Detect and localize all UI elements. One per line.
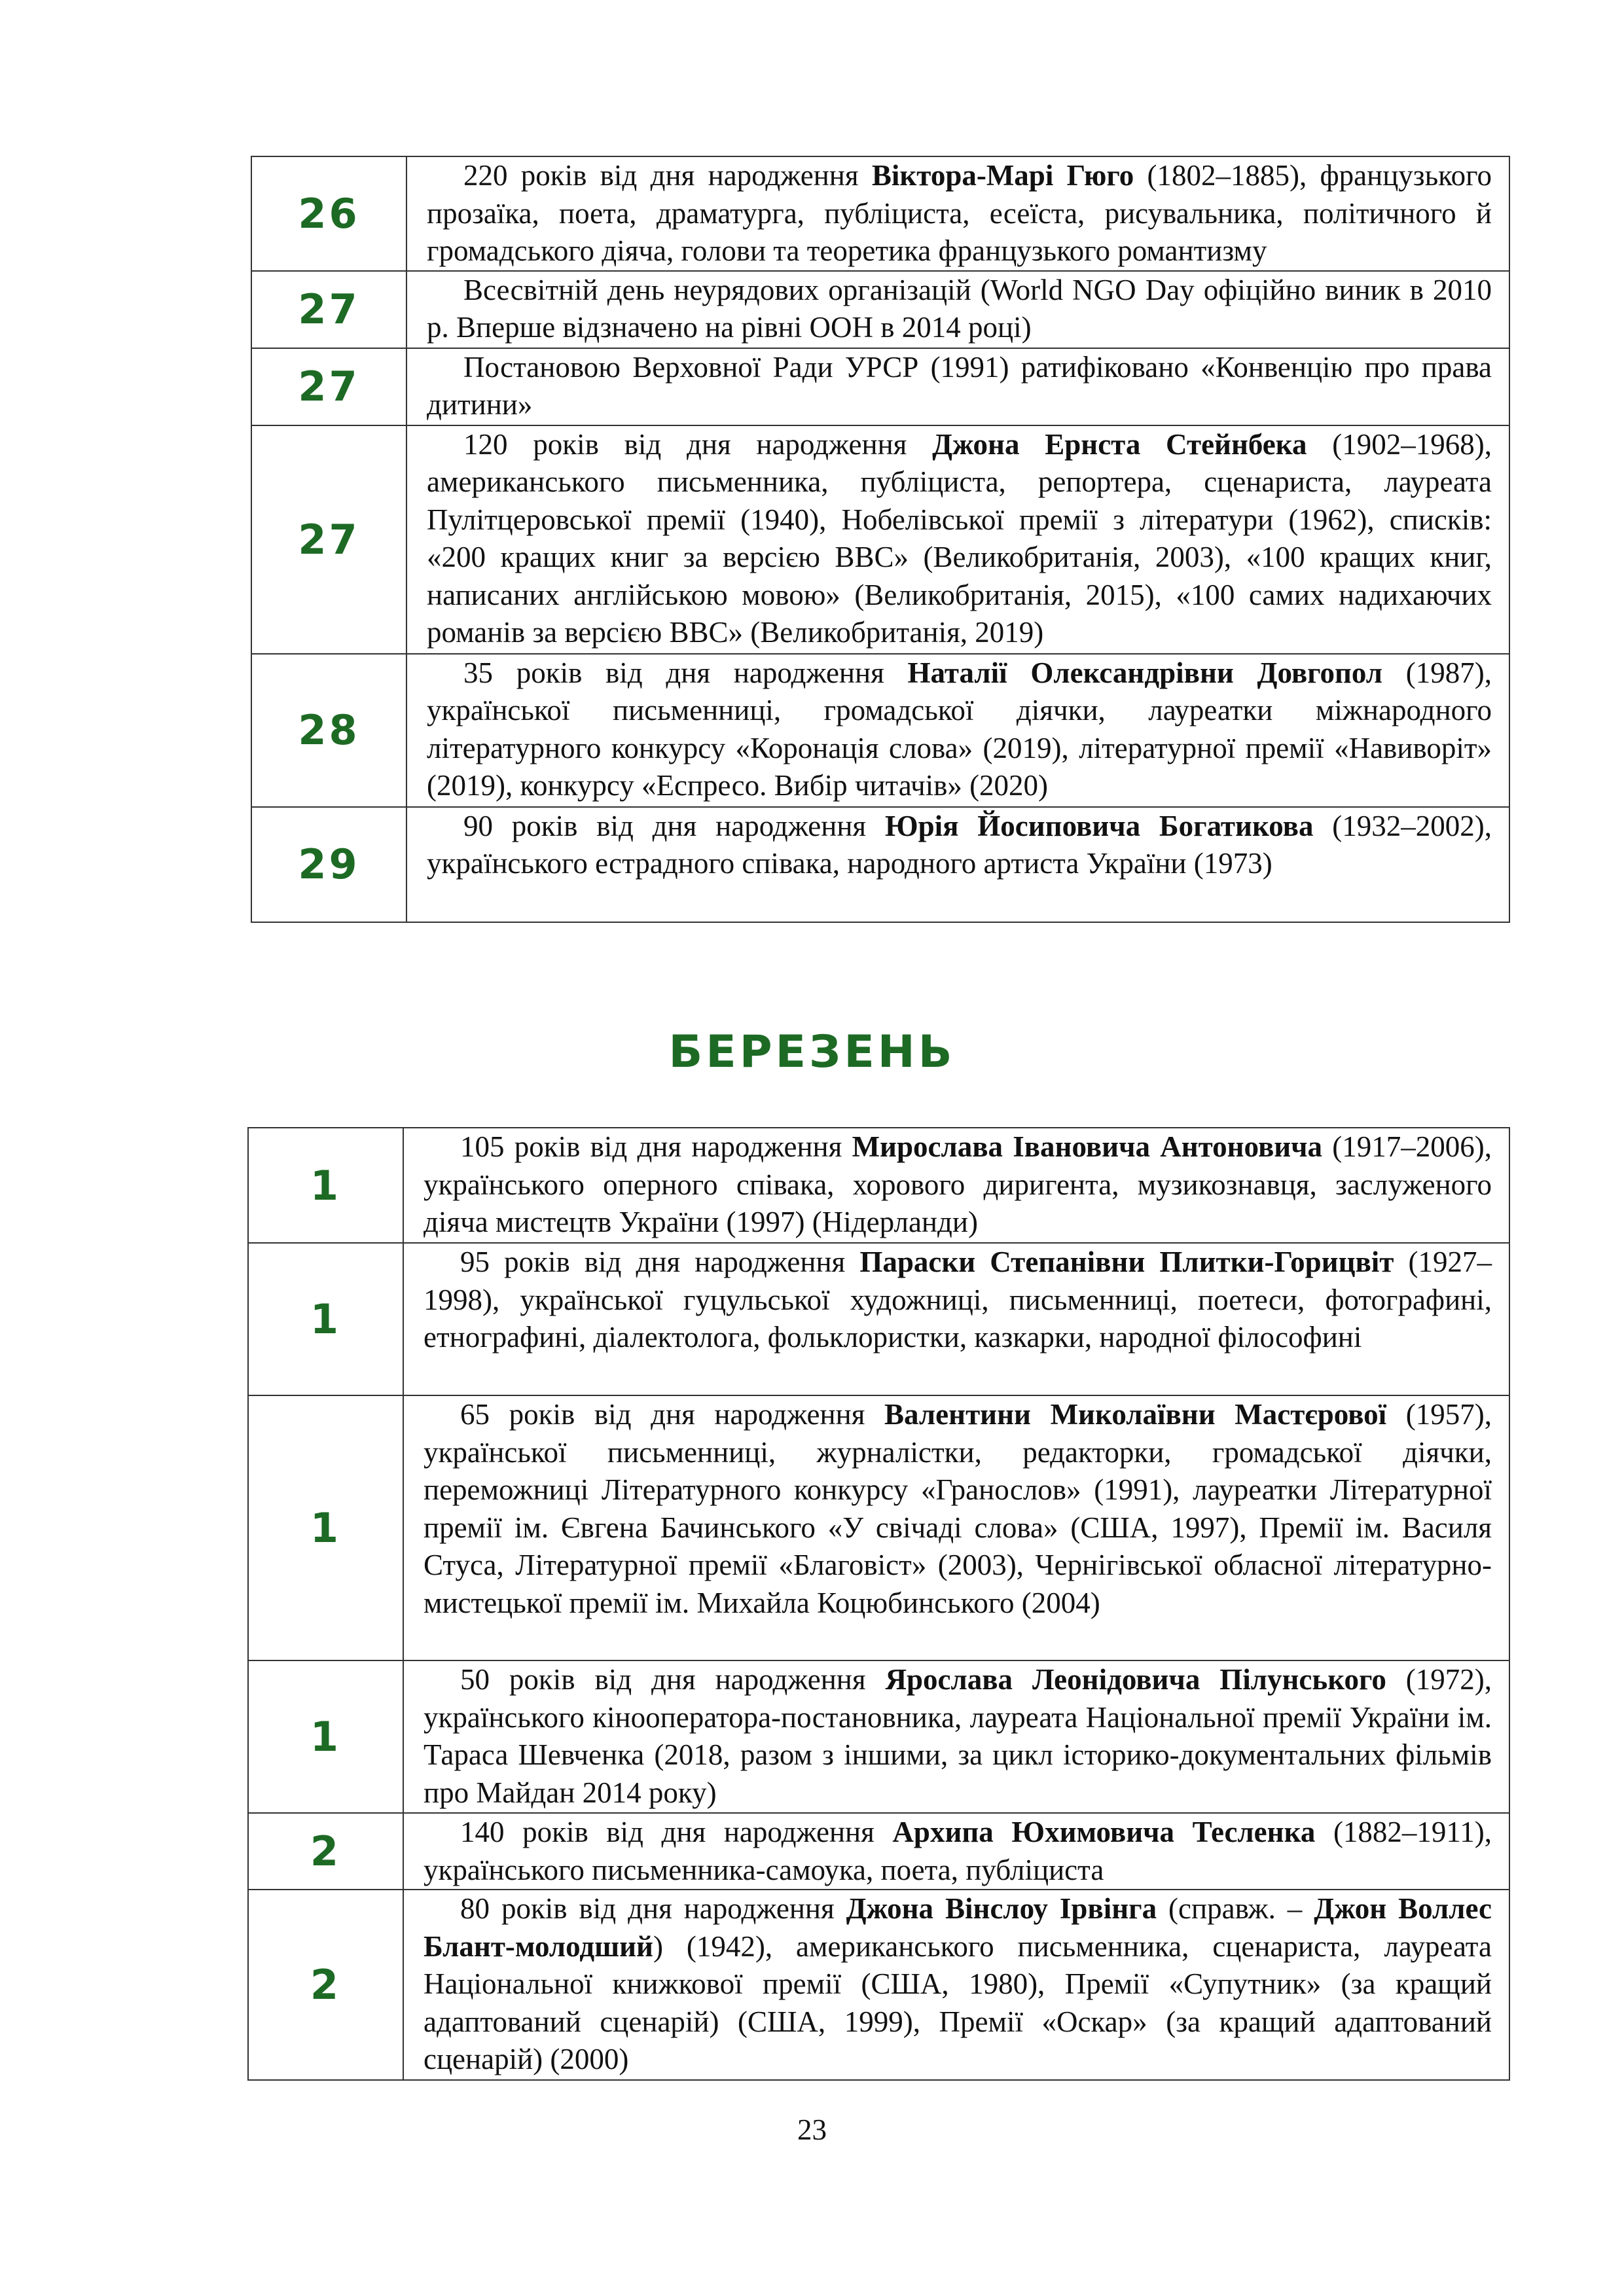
- table-row: [251, 156, 1509, 271]
- person-name: Джона Ернста Стейнбека: [932, 427, 1307, 461]
- day-number: 1: [248, 1395, 403, 1660]
- table-row: [251, 425, 1509, 654]
- event-text: 80 років від дня народження Джона Вінслоу Ірвінга (справж. – Джон Воллес Блант-молодший) (1942), американського письменника, сценариста, лауреата Національної книжкової премії (США, 1980), Премії «Супутник» (за кращий адаптований сценарій) (США, 1999), Премії «Оскар» (за кращий адаптований сценарій) (2000): [403, 1890, 1509, 2080]
- event-text: 120 років від дня народження Джона Ернста Стейнбека (1902–1968), американського письменника, публіциста, репортера, сценариста, лауреата Пулітцеровської премії (1940), Нобелівської премії з літератури (1962), списків: «200 кращих книг за версією ВВС» (Великобританія, 2003), «100 кращих книг, написаних англійською мовою» (Великобританія, 2015), «100 самих надихаючих романів за версією ВВС» (Великобританія, 2019): [406, 425, 1509, 654]
- person-name: Валентини Миколаївни Мастєрової: [884, 1398, 1387, 1431]
- person-name: Архипа Юхимовича Тесленка: [892, 1816, 1316, 1848]
- person-name: Юрія Йосиповича Богатикова: [884, 809, 1314, 842]
- event-text: 220 років від дня народження Віктора-Марі Гюго (1802–1885), французького прозаїка, поета, драматурга, публіциста, есеїста, рисувальника, політичного й громадського діяча, голови та теоретика французького романтизму: [406, 156, 1509, 271]
- day-number: 2: [248, 1813, 403, 1890]
- event-text: 105 років від дня народження Мирослава Івановича Антоновича (1917–2006), українського оперного співака, хорового диригента, музикознавця, заслуженого діяча мистецтв України (1997) (Нідерланди): [403, 1128, 1509, 1243]
- table-row: [248, 1890, 1509, 2080]
- month-heading: БЕРЕЗЕНЬ: [668, 1026, 956, 1078]
- day-number: 27: [251, 348, 406, 425]
- event-text: Всесвітній день неурядових організацій (World NGO Day офіційно виник в 2010 р. Вперше відзначено на рівні ООН в 2014 році): [406, 271, 1509, 348]
- day-number: 1: [248, 1660, 403, 1813]
- person-name: Віктора-Марі Гюго: [871, 159, 1134, 192]
- table-row: [248, 1128, 1509, 1243]
- march-events-table: [247, 1127, 1510, 2081]
- person-name: Мирослава Івановича Антоновича: [852, 1130, 1323, 1163]
- table-row: [251, 807, 1509, 922]
- day-number: 27: [251, 271, 406, 348]
- day-number: 1: [248, 1243, 403, 1395]
- day-number: 29: [251, 807, 406, 922]
- day-number: 27: [251, 425, 406, 654]
- table-row: [248, 1660, 1509, 1813]
- event-text: 50 років від дня народження Ярослава Леонідовича Пілунського (1972), українського кінооператора-постановника, лауреата Національної премії України ім. Тараса Шевченка (2018, разом з іншими, за цикл історико-документальних фільмів про Майдан 2014 року): [403, 1660, 1509, 1813]
- event-text: 95 років від дня народження Параски Степанівни Плитки-Горицвіт (1927–1998), української гуцульської художниці, письменниці, поетеси, фотографині, етнографині, діалектолога, фольклористки, казкарки, народної філософині: [403, 1243, 1509, 1395]
- event-text: 140 років від дня народження Архипа Юхимовича Тесленка (1882–1911), українського письменника-самоука, поета, публіциста: [403, 1813, 1509, 1890]
- page-number: 23: [797, 2113, 827, 2146]
- day-number: 2: [248, 1890, 403, 2080]
- event-text: Постановою Верховної Ради УРСР (1991) ратифіковано «Конвенцію про права дитини»: [406, 348, 1509, 425]
- day-number: 26: [251, 156, 406, 271]
- event-text: 35 років від дня народження Наталії Олександрівни Довгопол (1987), української письменниці, громадської діячки, лауреатки міжнародного літературного конкурсу «Коронація слова» (2019), літературної премії «Навиворіт» (2019), конкурсу «Еспресо. Вибір читачів» (2020): [406, 654, 1509, 807]
- event-text: 65 років від дня народження Валентини Миколаївни Мастєрової (1957), української письменниці, журналістки, редакторки, громадської діячки, переможниці Літературного конкурсу «Гранослов» (1991), лауреатки Літературної премії ім. Євгена Бачинського «У свічаді слова» (США, 1997), Премії ім. Василя Стуса, Літературної премії «Благовіст» (2003), Чернігівської обласної літературно-мистецької премії ім. Михайла Коцюбинського (2004): [403, 1395, 1509, 1660]
- event-text: 90 років від дня народження Юрія Йосиповича Богатикова (1932–2002), українського естрадного співака, народного артиста України (1973): [406, 807, 1509, 922]
- table-row: [248, 1243, 1509, 1395]
- person-name: Ярослава Леонідовича Пілунського: [885, 1663, 1386, 1696]
- february-events-table: [251, 156, 1510, 923]
- day-number: 1: [248, 1128, 403, 1243]
- person-name: Параски Степанівни Плитки-Горицвіт: [859, 1246, 1394, 1278]
- table-row: [251, 348, 1509, 425]
- table-row: [248, 1395, 1509, 1660]
- person-name: Джона Вінслоу Ірвінга: [846, 1892, 1157, 1925]
- table-row: [251, 654, 1509, 807]
- day-number: 28: [251, 654, 406, 807]
- real-name: Джон Воллес Блант-молодший: [424, 1892, 1492, 1963]
- table-row: [248, 1813, 1509, 1890]
- person-name: Наталії Олександрівни Довгопол: [907, 656, 1383, 689]
- table-row: [251, 271, 1509, 348]
